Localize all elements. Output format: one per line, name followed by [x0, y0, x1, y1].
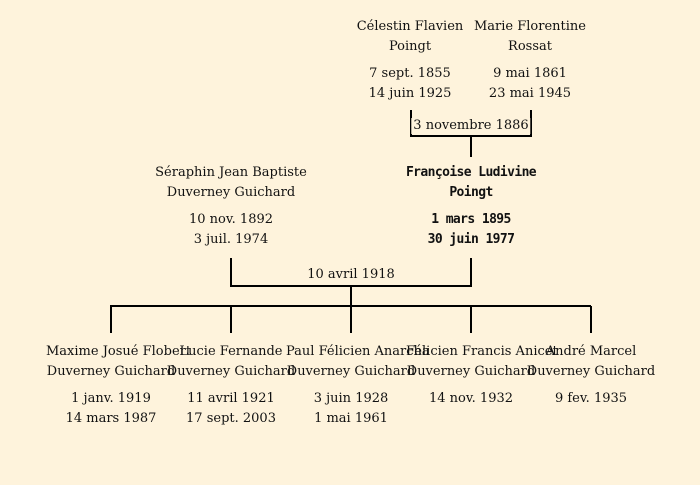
death-date: 14 juin 1925	[368, 86, 452, 101]
person-surname: Poingt	[388, 39, 432, 54]
birth-date: 9 mai 1861	[493, 66, 567, 81]
person-name: Félicien Francis Anicet	[406, 344, 558, 359]
death-date: 14 mars 1987	[65, 411, 157, 426]
person-name: Paul Félicien Anarcha	[286, 344, 430, 359]
father-card	[146, 163, 316, 250]
birth-date: 1 mars 1895	[431, 212, 511, 227]
person-surname: Duverney Guichard	[166, 185, 296, 200]
person-name: Marie Florentine	[474, 19, 586, 34]
grandmother-card	[465, 17, 595, 104]
birth-date: 10 nov. 1892	[188, 212, 274, 227]
death-date: 23 mai 1945	[488, 86, 572, 101]
child-card-2	[166, 342, 296, 429]
person-name: Séraphin Jean Baptiste	[155, 165, 307, 180]
child-card-5	[526, 342, 656, 409]
birth-date: 1 janv. 1919	[71, 391, 151, 406]
birth-date: 14 nov. 1932	[428, 391, 514, 406]
death-date: 3 juil. 1974	[193, 232, 269, 247]
birth-date: 11 avril 1921	[187, 391, 275, 406]
death-date: 30 juin 1977	[427, 232, 515, 247]
person-surname: Duverney Guichard	[166, 364, 296, 379]
person-surname: Duverney Guichard	[286, 364, 416, 379]
child-card-3	[286, 342, 430, 429]
birth-date: 9 fev. 1935	[554, 391, 628, 406]
birth-date: 3 juin 1928	[313, 391, 389, 406]
person-name: Françoise Ludivine	[405, 165, 537, 180]
person-name: Célestin Flavien	[356, 19, 464, 34]
person-name: André Marcel	[545, 344, 637, 359]
person-name: Lucie Fernande	[179, 344, 283, 359]
child-card-1	[46, 342, 192, 429]
grandfather-card	[345, 17, 475, 104]
person-name: Maxime Josué Flobert	[46, 344, 192, 359]
grandparents-marriage-date: 3 novembre 1886	[413, 118, 529, 133]
death-date: 1 mai 1961	[314, 411, 388, 426]
person-surname: Poingt	[449, 185, 493, 200]
parents-marriage-date: 10 avril 1918	[307, 267, 395, 282]
birth-date: 7 sept. 1855	[369, 66, 451, 81]
child-card-4	[406, 342, 558, 409]
person-surname: Duverney Guichard	[526, 364, 656, 379]
person-surname: Duverney Guichard	[46, 364, 176, 379]
death-date: 17 sept. 2003	[186, 411, 276, 426]
person-surname: Duverney Guichard	[406, 364, 536, 379]
mother-card-focus	[396, 163, 546, 250]
person-surname: Rossat	[508, 39, 552, 54]
